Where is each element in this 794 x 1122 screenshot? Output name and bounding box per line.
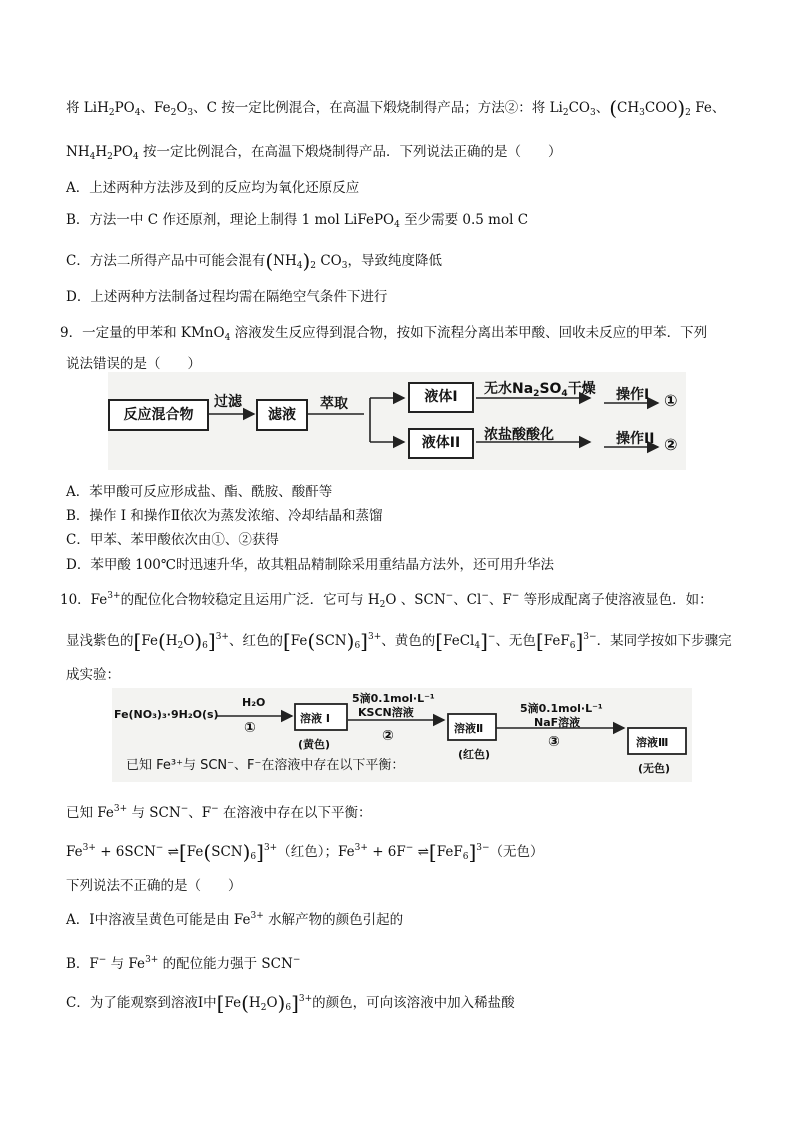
solution-3: 溶液Ⅲ <box>636 736 669 749</box>
start-substance: Fe(NO₃)₃·9H₂O(s) <box>114 708 219 721</box>
step3-reagent-amount: 5滴0.1mol·L⁻¹ <box>520 702 603 715</box>
label-operation-1: 操作I <box>616 387 650 403</box>
q10-option-a: A．Ⅰ中溶液呈黄色可能是由 $Fe^{3+}$ 水解产物的颜色引起的 <box>66 911 404 928</box>
q10-option-c: C．为了能观察到溶液Ⅰ中$[Fe(H_2O)_6]^{3+}$的颜色，可向该溶液中加入稀盐酸 <box>66 991 515 1015</box>
step3-reagent-name: NaF溶液 <box>534 716 581 729</box>
q9-option-c: C．甲苯、苯甲酸依次由①、②获得 <box>66 532 279 548</box>
q8-stem-line2: $NH_4H_2PO_4$ 按一定比例混合，在高温下煅烧制得产品．下列说法正确的是（ ） <box>66 144 562 162</box>
q9-flow-diagram <box>108 372 686 470</box>
box-reaction-mixture: 反应混合物 <box>108 399 209 431</box>
q10-question: 下列说法不正确的是（ ） <box>66 878 242 894</box>
q10-known: 已知 $Fe^{3+}$ 与 SCN−、F− 在溶液中存在以下平衡： <box>66 804 372 821</box>
q9-stem-line2: 说法错误的是（ ） <box>66 356 201 372</box>
q9-stem-line1: 9．一定量的甲苯和 KMnO$_4$ 溶液发生反应得到混合物，按如下流程分离出苯甲酸、回收未反应的甲苯．下列 <box>60 325 708 343</box>
label-filter: 过滤 <box>214 394 242 410</box>
q9-option-a: A．苯甲酸可反应形成盐、酯、酰胺、酸酐等 <box>66 484 333 500</box>
solution-1-color: (黄色) <box>298 738 331 751</box>
q8-option-d: D．上述两种方法制备过程均需在隔绝空气条件下进行 <box>66 289 388 305</box>
output-2: ② <box>664 435 678 454</box>
q10-stem-line1: 10．$Fe^{3+}$的配位化合物较稳定且运用广泛．它可与 $H_2O$ 、SCN−、Cl−、F− 等形成配离子使溶液显色．如： <box>60 591 713 610</box>
label-extract: 萃取 <box>320 396 348 412</box>
solution-3-color: (无色) <box>638 762 671 775</box>
label-dry-reagent: 无水$Na_2SO_4$干燥 <box>484 381 596 399</box>
box-liquid-2: 液体II <box>408 428 474 459</box>
box-filtrate: 滤液 <box>256 399 308 431</box>
equilibrium-arrow-icon: ⇌ <box>417 844 429 860</box>
diagram-caption: 已知 Fe³⁺与 SCN⁻、F⁻在溶液中存在以下平衡： <box>126 758 405 773</box>
q10-stem-line2: 显浅紫色的$[Fe(H_2O)_6]^{3+}$、红色的$[Fe(SCN)_6]^{3+}$、黄色的[FeCl$_4$]−、无色$[FeF_6]^{3-}$．某同学按如下步骤完 <box>66 629 732 653</box>
q10-stem-line3: 成实验： <box>66 667 120 683</box>
q9-option-d: D．苯甲酸 100℃时迅速升华，故其粗品精制除采用重结晶方法外，还可用升华法 <box>66 557 554 573</box>
step2-reagent-amount: 5滴0.1mol·L⁻¹ <box>352 692 435 705</box>
q8-stem-line1: 将 $LiH_2PO_4$、$Fe_2O_3$、C 按一定比例混合，在高温下煅烧制得产品；方法②：将 $Li_2CO_3$、$(CH_3COO)_2$ Fe、 <box>66 96 726 120</box>
q8-option-c: C．方法二所得产品中可能会混有$(NH_4)_2$ $CO_3$，导致纯度降低 <box>66 249 442 273</box>
solution-2: 溶液Ⅱ <box>454 722 484 735</box>
solution-2-color: (红色) <box>458 748 491 761</box>
q8-option-a: A．上述两种方法涉及到的反应均为氧化还原反应 <box>66 180 360 196</box>
q10-experiment-diagram <box>112 688 692 782</box>
label-operation-2: 操作II <box>616 431 655 447</box>
label-acidify-reagent: 浓盐酸酸化 <box>484 427 554 443</box>
q10-equilibrium: $Fe^{3+} + 6SCN^-$ $\rightleftharpoons[Fe(SCN)_6]^{3+}$（红色）；$Fe^{3+} + 6F^-$ $\rightleftharpoons[FeF_6]^{3-}$（无色） <box>66 840 544 864</box>
q9-option-b: B．操作 I 和操作Ⅱ依次为蒸发浓缩、冷却结晶和蒸馏 <box>66 508 383 524</box>
solution-1: 溶液 I <box>300 712 330 725</box>
step3-number: ③ <box>548 734 560 750</box>
step1-number: ① <box>244 720 256 736</box>
step1-reagent: H₂O <box>242 696 266 709</box>
box-liquid-1: 液体I <box>408 382 474 413</box>
output-1: ① <box>664 391 678 410</box>
equilibrium-arrow-icon: ⇌ <box>167 844 179 860</box>
q10-option-b: B．F− 与 $Fe^{3+}$ 的配位能力强于 SCN− <box>66 955 301 972</box>
step2-reagent-name: KSCN溶液 <box>358 706 414 719</box>
q8-option-b: B．方法一中 C 作还原剂，理论上制得 1 mol LiFePO$_4$ 至少需要 0.5 mol C <box>66 212 529 230</box>
step2-number: ② <box>382 728 394 744</box>
